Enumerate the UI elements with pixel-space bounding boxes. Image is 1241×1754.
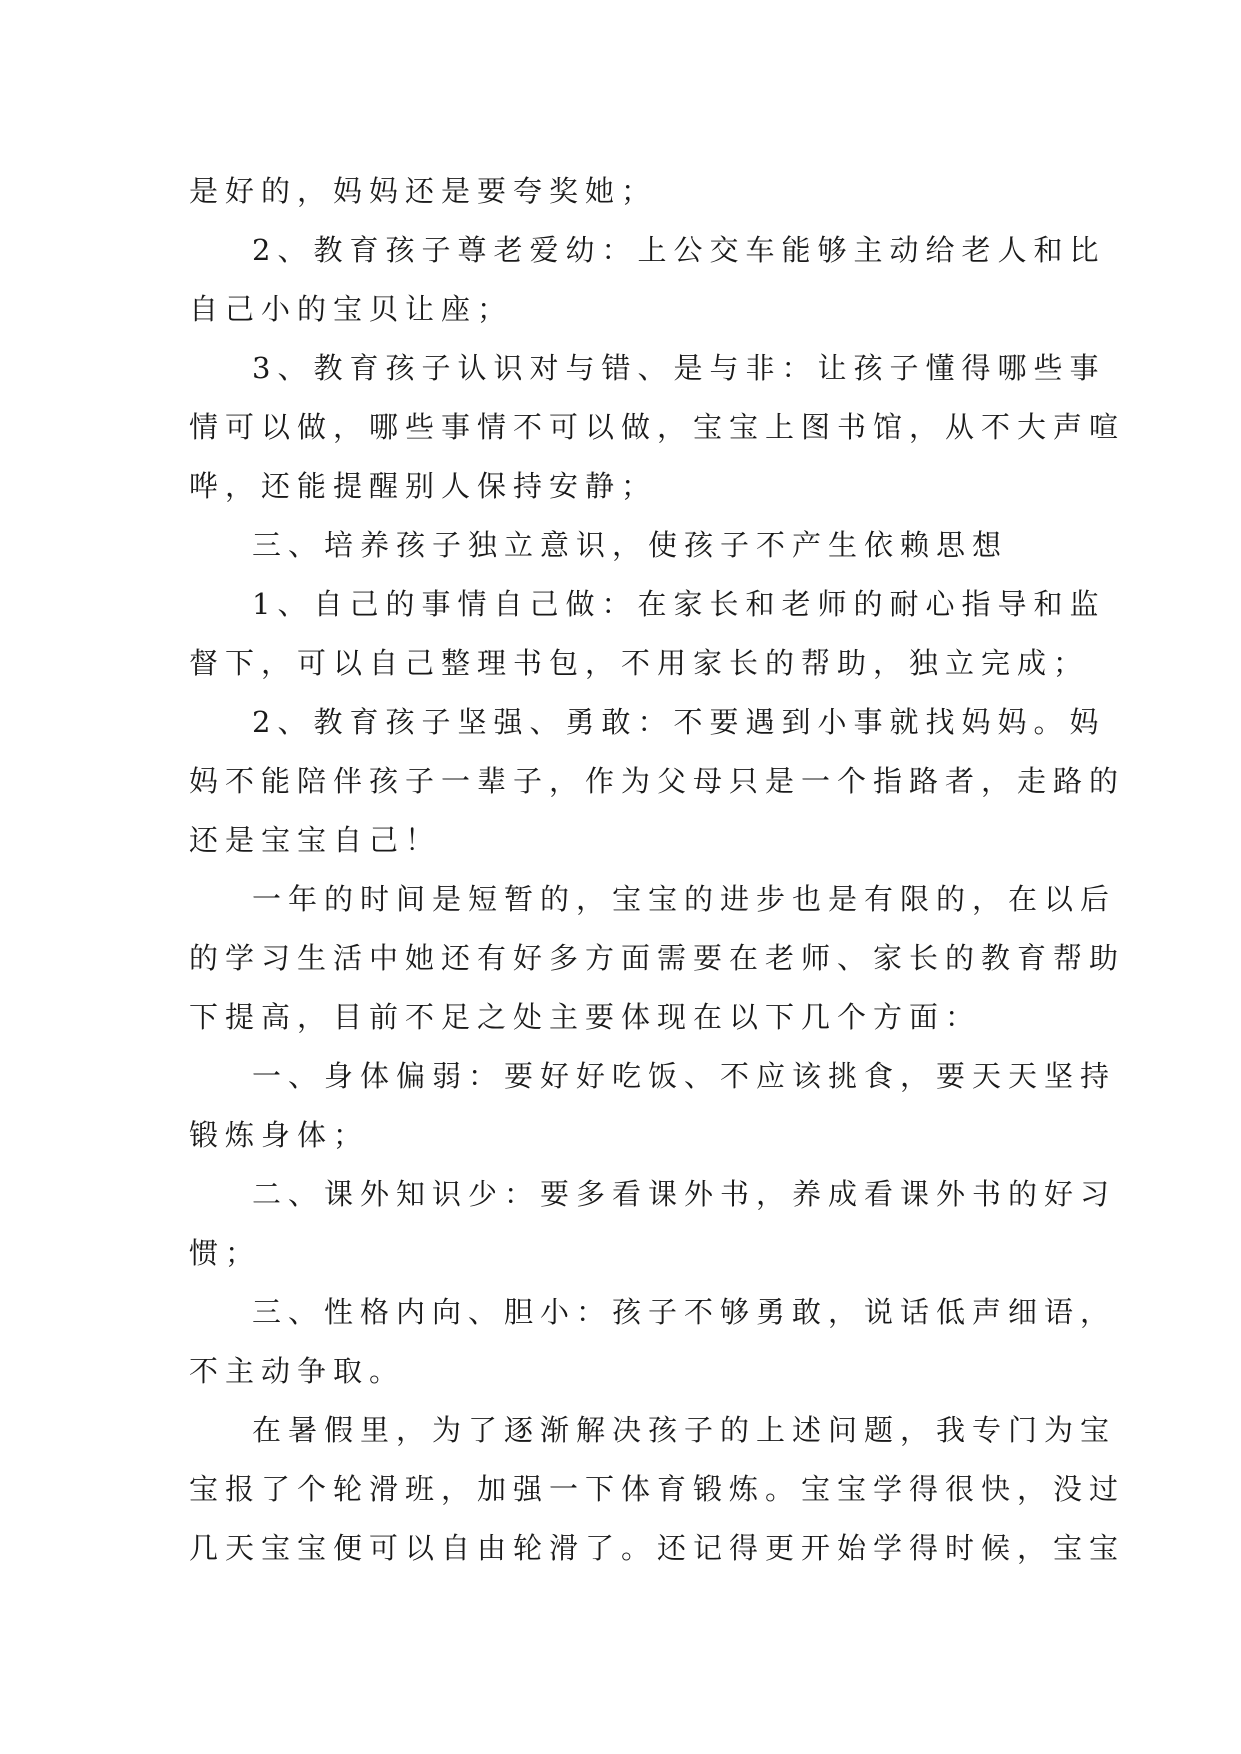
text-line: 宝报了个轮滑班，加强一下体育锻炼。宝宝学得很快，没过: [189, 1472, 1126, 1506]
text-line: 在暑假里，为了逐渐解决孩子的上述问题，我专门为宝: [252, 1413, 1117, 1447]
section-heading: 三、培养孩子独立意识，使孩子不产生依赖思想: [252, 528, 1009, 562]
text-line: 惯；: [189, 1236, 262, 1270]
text-line: 下提高，目前不足之处主要体现在以下几个方面：: [189, 1000, 982, 1034]
text-line: 还是宝宝自己！: [189, 823, 442, 857]
text-line: 督下，可以自己整理书包，不用家长的帮助，独立完成；: [189, 646, 1090, 680]
text-line: 是好的，妈妈还是要夸奖她；: [189, 174, 658, 208]
text-line: 几天宝宝便可以自由轮滑了。还记得更开始学得时候，宝宝: [189, 1531, 1126, 1565]
text-line: 二、课外知识少：要多看课外书，养成看课外书的好习: [252, 1177, 1117, 1211]
text-line: 2、教育孩子坚强、勇敢：不要遇到小事就找妈妈。妈: [252, 705, 1106, 739]
text-line: 不主动争取。: [189, 1354, 406, 1388]
text-line: 一年的时间是短暂的，宝宝的进步也是有限的，在以后: [252, 882, 1117, 916]
text-line: 3、教育孩子认识对与错、是与非：让孩子懂得哪些事: [252, 351, 1106, 385]
text-line: 妈不能陪伴孩子一辈子，作为父母只是一个指路者，走路的: [189, 764, 1126, 798]
text-line: 1、自己的事情自己做：在家长和老师的耐心指导和监: [252, 587, 1106, 621]
text-line: 哗，还能提醒别人保持安静；: [189, 469, 658, 503]
text-line: 自己小的宝贝让座；: [189, 292, 514, 326]
text-line: 三、性格内向、胆小：孩子不够勇敢，说话低声细语，: [252, 1295, 1117, 1329]
document-body: [189, 162, 1126, 1578]
text-line: 情可以做，哪些事情不可以做，宝宝上图书馆，从不大声喧: [189, 410, 1126, 444]
text-line: 2、教育孩子尊老爱幼：上公交车能够主动给老人和比: [252, 233, 1106, 267]
text-line: 的学习生活中她还有好多方面需要在老师、家长的教育帮助: [189, 941, 1126, 975]
text-line: 锻炼身体；: [189, 1118, 370, 1152]
text-line: 一、身体偏弱：要好好吃饭、不应该挑食，要天天坚持: [252, 1059, 1117, 1093]
